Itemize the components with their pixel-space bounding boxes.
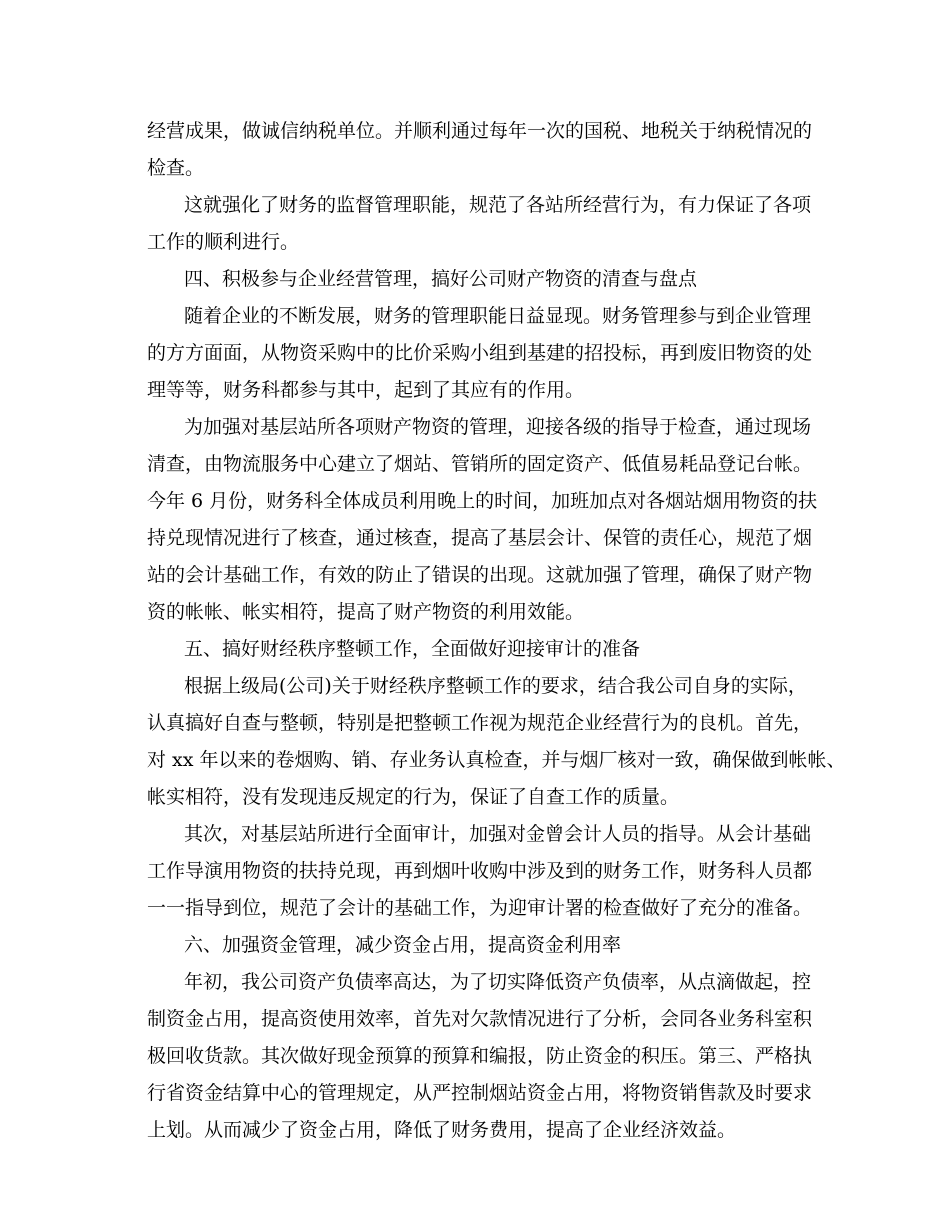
text-line: 资的帐帐、帐实相符，提高了财产物资的利用效能。 (147, 601, 585, 623)
text-line: 随着企业的不断发展，财务的管理职能日益显现。财务管理参与到企业管理 (184, 305, 812, 327)
text-line: 根据上级局(公司)关于财经秩序整顿工作的要求，结合我公司自身的实际， (184, 675, 807, 697)
text-line: 持兑现情况进行了核查，通过核查，提高了基层会计、保管的责任心，规范了烟 (147, 527, 813, 549)
text-line: 检查。 (147, 157, 205, 179)
text-line: 今年 6 月份，财务科全体成员利用晚上的时间，加班加点对各烟站烟用物资的扶 (147, 490, 818, 512)
text-line: 为加强对基层站所各项财产物资的管理，迎接各级的指导于检查，通过现场 (184, 416, 812, 438)
text-line: 经营成果，做诚信纳税单位。并顺利通过每年一次的国税、地税关于纳税情况的 (147, 120, 813, 142)
text-line: 清查，由物流服务中心建立了烟站、管销所的固定资产、低值易耗品登记台帐。 (147, 453, 813, 475)
text-line: 这就强化了财务的监督管理职能，规范了各站所经营行为，有力保证了各项 (184, 194, 812, 216)
section-heading: 六、加强资金管理，减少资金占用，提高资金利用率 (184, 934, 622, 956)
text-line: 认真搞好自查与整顿，特别是把整顿工作视为规范企业经营行为的良机。首先， (147, 712, 813, 734)
text-line: 帐实相符，没有发现违反规定的行为，保证了自查工作的质量。 (147, 786, 680, 808)
text-line: 理等等，财务科都参与其中，起到了其应有的作用。 (147, 379, 585, 401)
text-line: 上划。从而减少了资金占用，降低了财务费用，提高了企业经济效益。 (147, 1119, 737, 1141)
text-line: 一一指导到位，规范了会计的基础工作，为迎审计署的检查做好了充分的准备。 (147, 897, 813, 919)
text-line: 工作导演用物资的扶持兑现，再到烟叶收购中涉及到的财务工作，财务科人员都 (147, 860, 813, 882)
text-line: 行省资金结算中心的管理规定，从严控制烟站资金占用，将物资销售款及时要求 (147, 1082, 813, 1104)
section-heading: 四、积极参与企业经营管理，搞好公司财产物资的清查与盘点 (184, 268, 698, 290)
text-line: 年初，我公司资产负债率高达，为了切实降低资产负债率，从点滴做起，控 (184, 971, 812, 993)
text-line: 制资金占用，提高资使用效率，首先对欠款情况进行了分析，会同各业务科室积 (147, 1008, 813, 1030)
text-line: 极回收货款。其次做好现金预算的预算和编报，防止资金的积压。第三、严格执 (147, 1045, 813, 1067)
section-heading: 五、搞好财经秩序整顿工作，全面做好迎接审计的准备 (184, 638, 641, 660)
text-line: 对 xx 年以来的卷烟购、销、存业务认真检查，并与烟厂核对一致，确保做到帐帐、 (147, 749, 846, 771)
text-line: 工作的顺利进行。 (147, 231, 300, 253)
text-line: 其次，对基层站所进行全面审计，加强对金曾会计人员的指导。从会计基础 (184, 823, 812, 845)
text-line: 的方方面面，从物资采购中的比价采购小组到基建的招投标，再到废旧物资的处 (147, 342, 813, 364)
text-line: 站的会计基础工作，有效的防止了错误的出现。这就加强了管理，确保了财产物 (147, 564, 813, 586)
